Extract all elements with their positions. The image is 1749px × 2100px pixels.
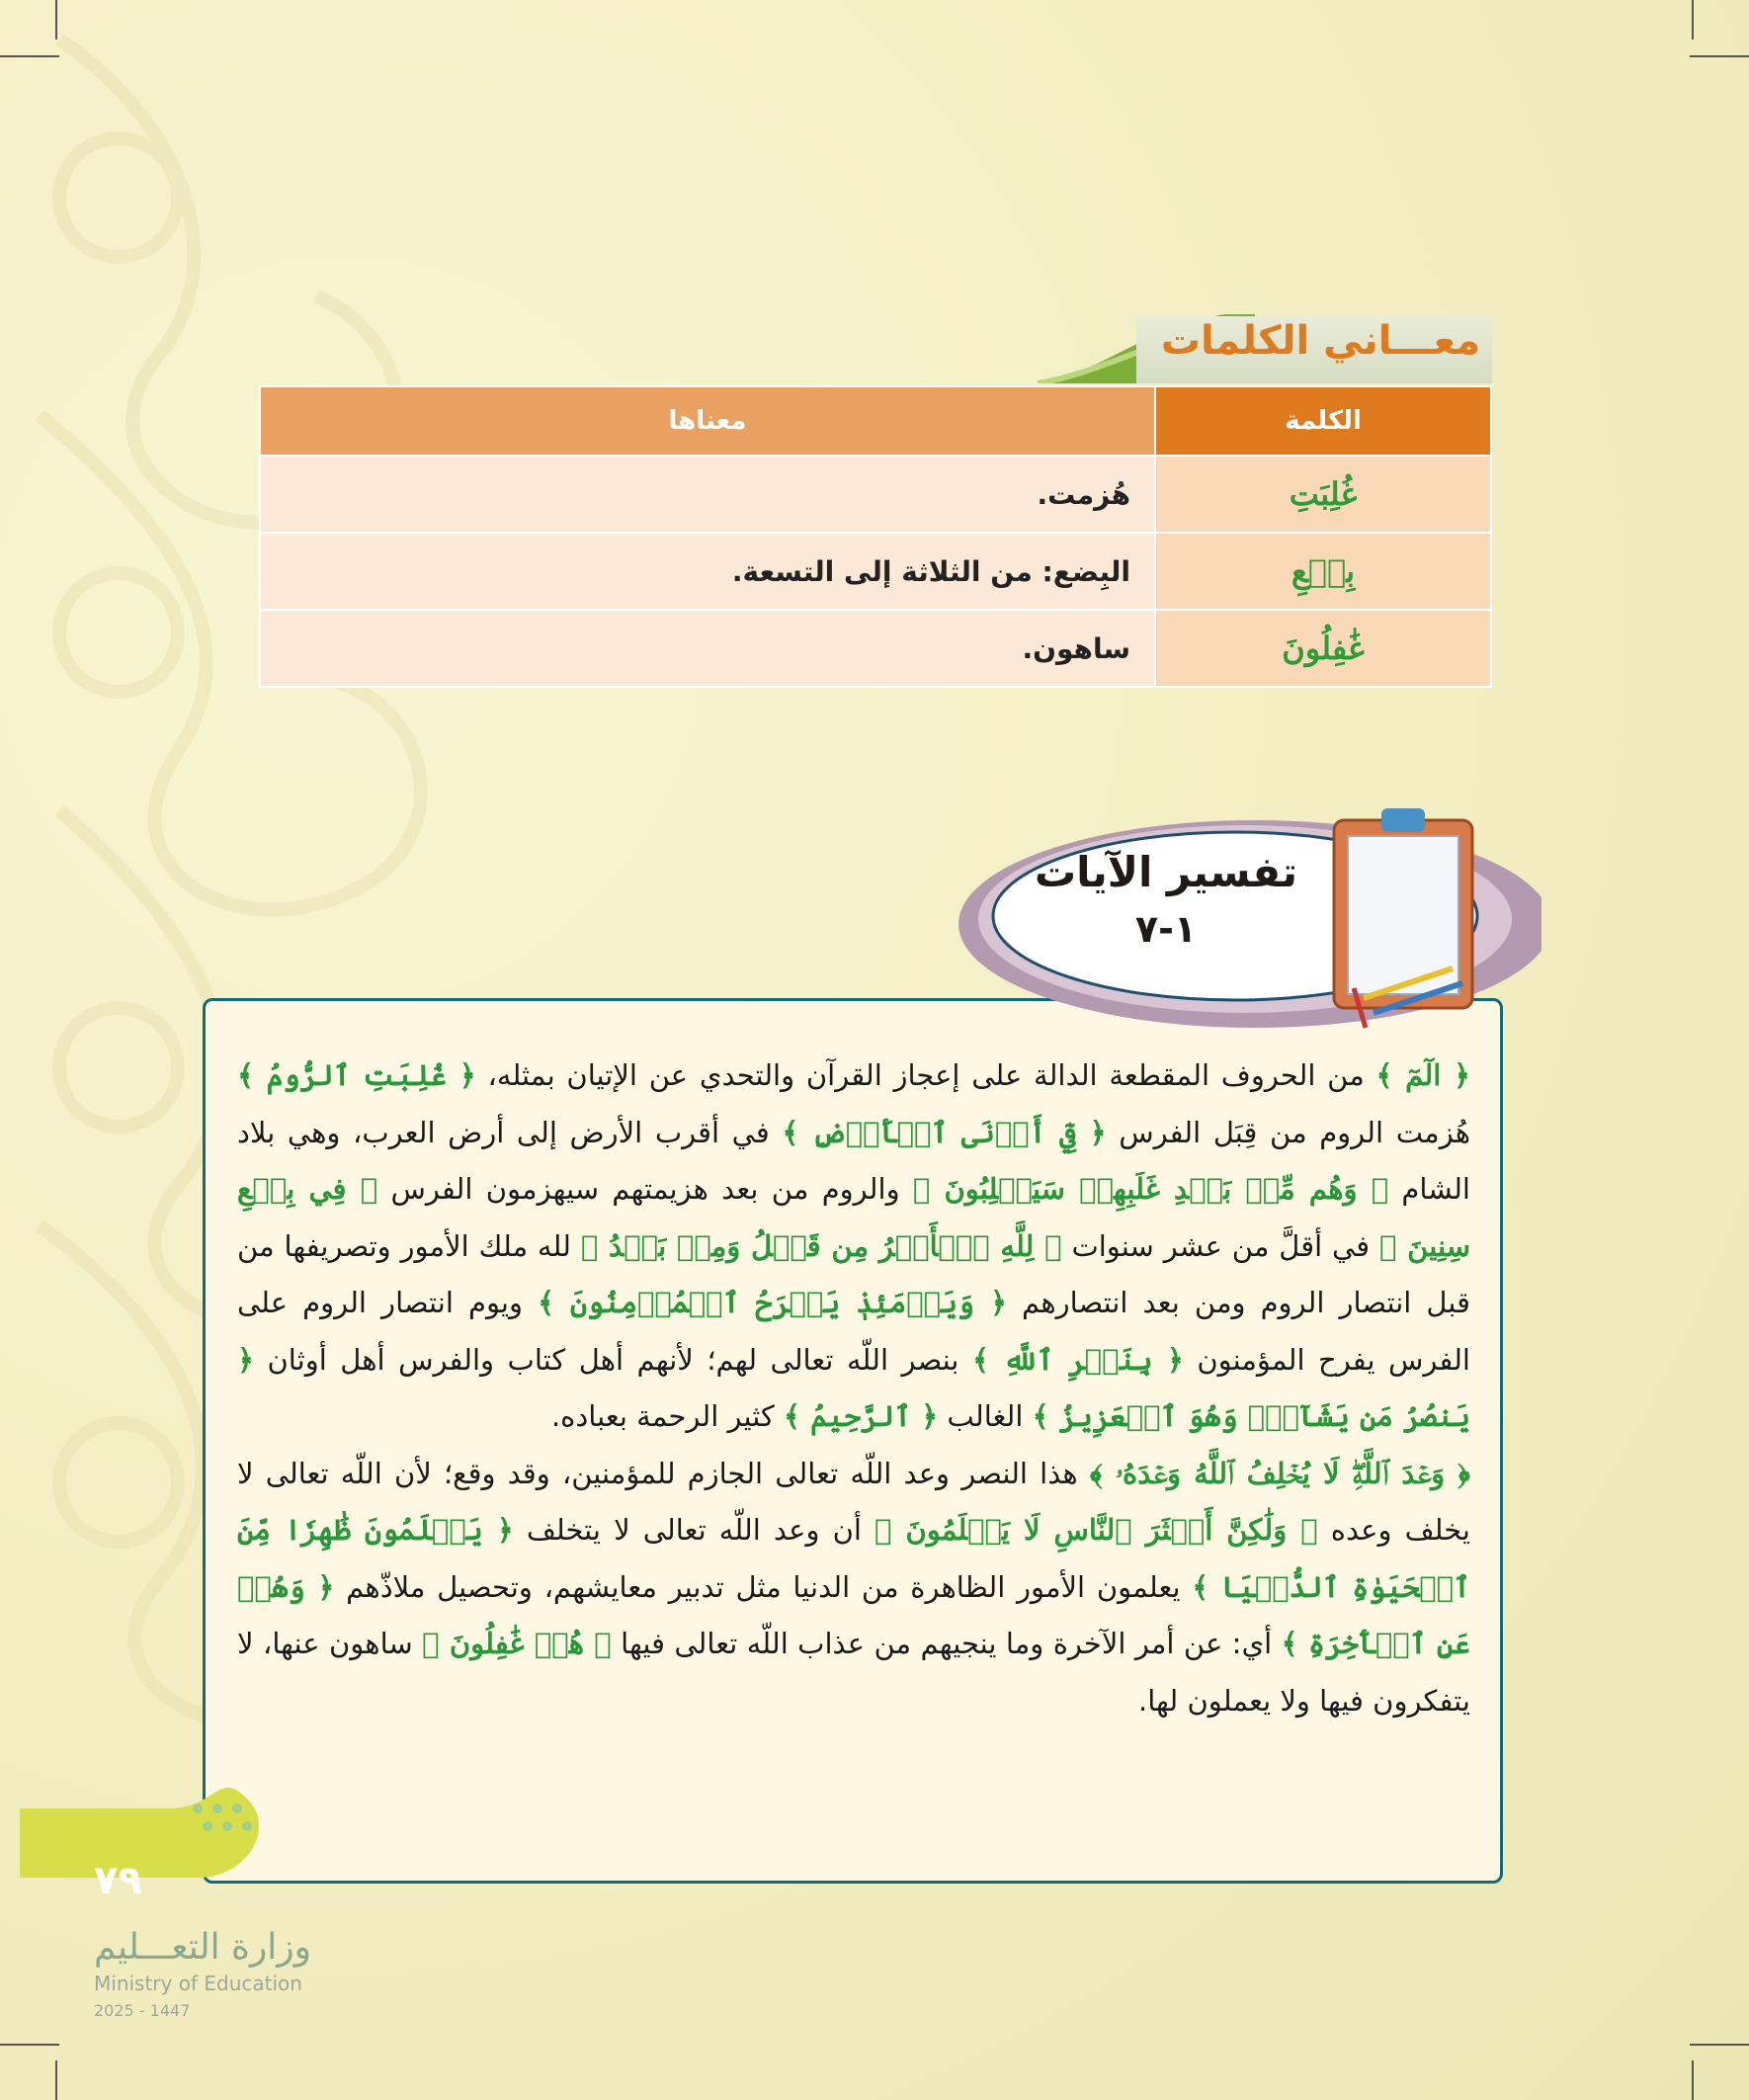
vocabulary-header — [1038, 296, 1492, 385]
quran-verse: ﴿ فِيٓ أَدۡنَى ٱلۡأَرۡضِ ﴾ — [782, 1115, 1107, 1149]
vocab-word: بِضۡعِ — [1155, 533, 1491, 610]
interpretation-subtitle: ١-٧ — [1134, 907, 1198, 951]
vocab-meaning: ساهون. — [260, 610, 1155, 687]
crop-mark — [55, 0, 57, 40]
tafsir-paragraph — [237, 1048, 1470, 1446]
quran-verse: ﴿ وَعۡدَ ٱللَّهِۖ لَا يُخۡلِفُ ٱللَّهُ وَعۡدَهُۥ ﴾ — [1089, 1456, 1470, 1490]
quran-verse: ﴿ غُلِبَتِ ٱلرُّومُ ﴾ — [237, 1058, 476, 1092]
quran-verse: ﴿ يَنصُرُ مَن يَشَآءُۖ وَهُوَ ٱلۡعَزِيزُ ﴾ — [237, 1342, 1470, 1433]
crop-mark — [55, 2060, 57, 2100]
explanation-text: أن وعد اللّه تعالى لا يتخلف — [513, 1513, 875, 1547]
tafsir-paragraph — [237, 1446, 1470, 1730]
vocab-meaning: البِضع: من الثلاثة إلى التسعة. — [260, 533, 1155, 610]
explanation-text: بنصر اللّه تعالى لهم؛ لأنهم أهل كتاب والفرس أهل أوثان — [254, 1342, 972, 1377]
explanation-text: هذا النصر وعد اللّه تعالى الجازم للمؤمنين، وقد وقع؛ لأن اللّه تعالى لا يخلف وعده — [237, 1456, 1471, 1547]
vocab-meaning: هُزمت. — [260, 456, 1155, 533]
crop-mark — [1690, 55, 1749, 57]
explanation-text: والروم من بعد هزيمتهم سيهزمون الفرس — [377, 1172, 913, 1206]
explanation-text: ساهون عنها، لا يتفكرون فيها ولا يعملون لها. — [237, 1627, 1470, 1718]
quran-verse: ﴿ لِلَّهِ ٱلۡأَمۡرُ مِن قَبۡلُ وَمِنۢ بَعۡدُ ﴾ — [580, 1228, 1062, 1263]
page-number-badge — [20, 1769, 277, 1917]
crop-mark — [1690, 2044, 1749, 2046]
quran-verse: ﴿ وَهُمۡ عَنِ ٱلۡأٓخِرَةِ ﴾ — [237, 1569, 1470, 1660]
ministry-year: 2025 - 1447 — [94, 2001, 191, 2020]
quran-verse: ﴿ ٱلرَّحِيمُ ﴾ — [784, 1399, 939, 1433]
explanation-text: لله ملك الأمور وتصريفها من قبل انتصار الروم ومن بعد انتصارهم — [237, 1228, 1471, 1319]
explanation-text: يعلمون الأمور الظاهرة من الدنيا مثل تدبير معايشهم، وتحصيل ملاذّهم — [334, 1569, 1193, 1604]
column-header-meaning: معناها — [260, 386, 1155, 456]
ministry-logo-english: Ministry of Education — [94, 1972, 302, 1995]
vocab-word: غُلِبَتِ — [1155, 456, 1491, 533]
quran-verse: ﴿ هُمۡ غَٰفِلُونَ ﴾ — [422, 1627, 612, 1660]
quran-verse: ﴿ وَهُم مِّنۢ بَعۡدِ غَلَبِهِمۡ سَيَغۡلِبُونَ ﴾ — [912, 1172, 1389, 1206]
vocabulary-title: معـــاني الكلمات — [1160, 318, 1480, 364]
explanation-text: من الحروف المقطعة الدالة على إعجاز القرآن والتحدي عن الإتيان بمثله، — [475, 1058, 1376, 1092]
explanation-text: أي: عن أمر الآخرة وما ينجيهم من عذاب اللّه تعالى فيها — [611, 1627, 1282, 1660]
table-row — [260, 610, 1491, 687]
quran-verse: ﴿ وَلَٰكِنَّ أَكۡثَرَ ٱلنَّاسِ لَا يَعۡلَمُونَ ﴾ — [874, 1513, 1318, 1547]
explanation-text: في أقرب الأرض إلى أرض العرب، وهي بلاد الشام — [237, 1115, 1470, 1206]
clipboard-icon — [1304, 800, 1502, 1038]
crop-mark — [1692, 0, 1694, 40]
crop-mark — [0, 55, 59, 57]
interpretation-title: تفسير الآيات — [1034, 848, 1298, 896]
table-header-row — [260, 386, 1491, 456]
explanation-text: في أقلَّ من عشر سنوات — [1061, 1228, 1379, 1263]
quran-verse: ﴿ الٓمٓ ﴾ — [1375, 1058, 1470, 1092]
column-header-word: الكلمة — [1155, 386, 1491, 456]
vocab-word: غَٰفِلُونَ — [1155, 610, 1491, 687]
tafsir-text — [237, 1048, 1470, 1729]
explanation-text: كثير الرحمة بعباده. — [550, 1399, 785, 1433]
crop-mark — [0, 2044, 59, 2046]
quran-verse: ﴿ وَيَوۡمَئِذٖ يَفۡرَحُ ٱلۡمُؤۡمِنُونَ ﴾ — [538, 1286, 1007, 1319]
explanation-text: الغالب — [938, 1399, 1033, 1433]
quran-verse: ﴿ يَعۡلَمُونَ ظَٰهِرٗا مِّنَ ٱلۡحَيَوٰةِ ٱلدُّنۡيَا ﴾ — [237, 1513, 1470, 1604]
quran-verse: ﴿ فِي بِضۡعِ سِنِينَ ﴾ — [237, 1172, 1471, 1263]
page-number: ٧٩ — [94, 1858, 142, 1903]
explanation-text: ويوم انتصار الروم على الفرس يفرح المؤمنون — [237, 1286, 1470, 1377]
table-row — [260, 533, 1491, 610]
crop-mark — [1692, 2060, 1694, 2100]
explanation-text: هُزمت الروم من قِبَل الفرس — [1106, 1115, 1470, 1149]
table-row — [260, 456, 1491, 533]
ministry-logo-arabic: وزارة التعـــليم — [94, 1927, 312, 1968]
quran-verse: ﴿ بِنَصۡرِ ٱللَّهِ ﴾ — [971, 1342, 1184, 1377]
vocabulary-table — [259, 385, 1492, 688]
